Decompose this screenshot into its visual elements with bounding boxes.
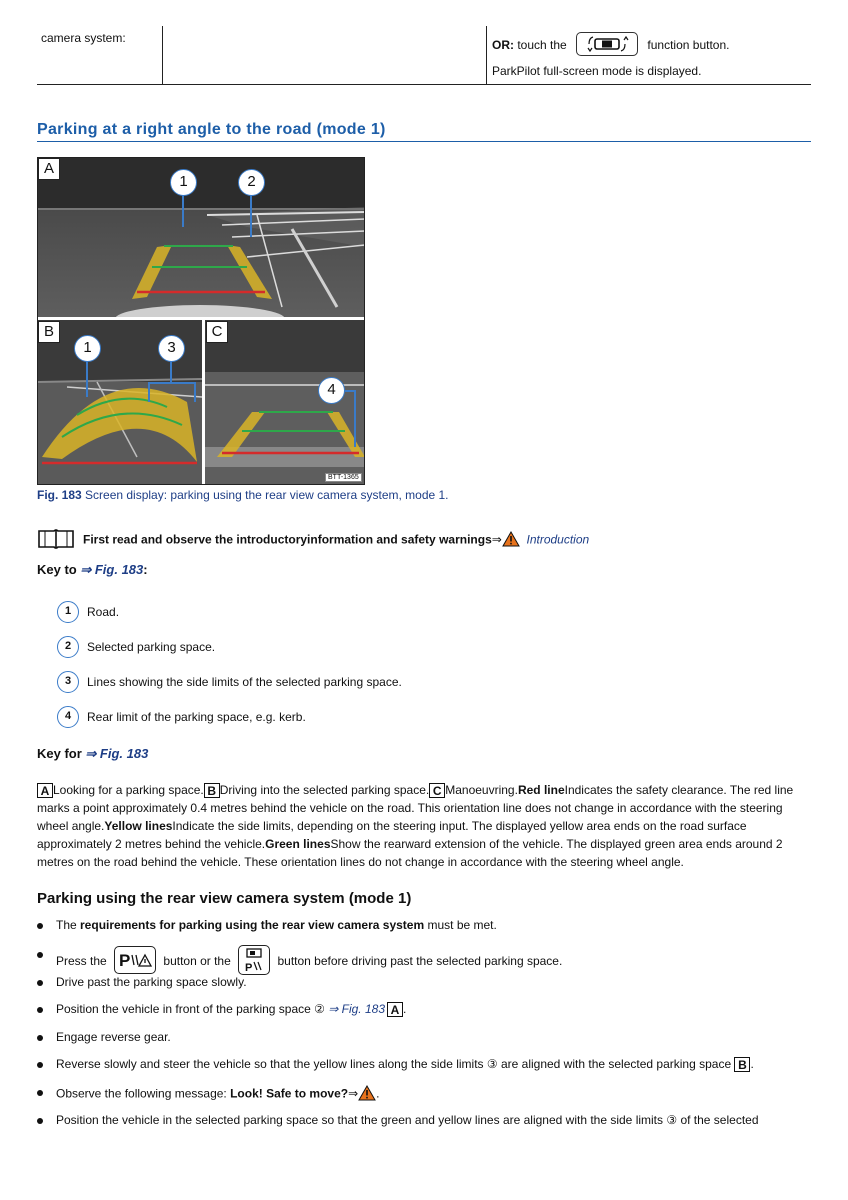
callout-2: 2 bbox=[238, 169, 265, 196]
parkpilot-car-icon bbox=[577, 33, 637, 55]
b4-ref[interactable]: ⇒ Fig. 183 bbox=[328, 1002, 385, 1016]
desc-b-text: Driving into the selected parking space. bbox=[219, 783, 430, 797]
key-to-colon: : bbox=[143, 562, 148, 577]
box-b: B bbox=[204, 783, 220, 798]
b4-post: . bbox=[403, 1002, 407, 1016]
b1-bold: requirements for parking using the rear view camera system bbox=[80, 918, 425, 932]
red-line-text: Indicates the safety clearance. The red line marks a point approximately 0.4 metres behind the vehicle on the road. This orientation line does not change in accordance with the steering wheel angle. bbox=[37, 783, 794, 833]
bullet-dot bbox=[37, 1090, 43, 1096]
bullet-dot bbox=[37, 1035, 43, 1041]
key-circle-4: 4 bbox=[57, 706, 79, 728]
function-button-text: function button. bbox=[647, 38, 730, 53]
b5-text: Engage reverse gear. bbox=[56, 1030, 171, 1044]
callout-4: 4 bbox=[318, 377, 345, 404]
b2-pre: Press the bbox=[56, 954, 107, 969]
top-table bbox=[37, 26, 811, 85]
callout-3: 3 bbox=[158, 335, 185, 362]
table-divider bbox=[162, 26, 163, 84]
callout-1: 1 bbox=[170, 169, 197, 196]
b2-post: button before driving past the selected parking space. bbox=[277, 954, 563, 969]
warning-icon bbox=[358, 1085, 376, 1104]
green-lines-label: Green lines bbox=[265, 837, 331, 851]
key-for-label: Key for bbox=[37, 746, 82, 761]
caption-text: Screen display: parking using the rear view camera system, mode 1. bbox=[81, 488, 449, 502]
or-label: OR: bbox=[492, 38, 514, 53]
key-for-ref[interactable]: ⇒ Fig. 183 bbox=[85, 746, 149, 761]
warning-icon bbox=[502, 531, 520, 550]
note-text: First read and observe the introductoryinformation and safety warnings bbox=[83, 532, 492, 547]
table-divider bbox=[486, 26, 487, 84]
touch-text: touch the bbox=[517, 38, 567, 53]
b3-text: Drive past the parking space slowly. bbox=[56, 975, 247, 989]
subsection-heading: Parking using the rear view camera system (mode 1) bbox=[37, 890, 412, 907]
key-item-4: Rear limit of the parking space, e.g. kerb. bbox=[87, 710, 306, 724]
key-item-1: Road. bbox=[87, 605, 120, 619]
bullet-dot bbox=[37, 923, 43, 929]
description-paragraph bbox=[37, 781, 813, 871]
yellow-lines-text: Indicate the side limits, depending on the steering input. The displayed yellow area ends on the road surface approximately 2 metres behind the vehicle. bbox=[37, 819, 747, 851]
b6-pre: Reverse slowly and steer the vehicle so that the yellow lines along the side limits ③ are aligned with the selected parking space bbox=[56, 1057, 732, 1071]
rear-camera-illustration bbox=[37, 157, 365, 485]
panel-label-c: C bbox=[206, 321, 228, 343]
b4-box: A bbox=[387, 1002, 403, 1017]
b1-post: must be met. bbox=[424, 918, 497, 932]
parkpilot-function-button[interactable] bbox=[576, 32, 638, 56]
note-arrow: ⇒ bbox=[491, 532, 502, 547]
b8-text: Position the vehicle in the selected parking space so that the green and yellow lines are aligned with the side limits ③ of the selected bbox=[56, 1113, 759, 1127]
box-c: C bbox=[429, 783, 445, 798]
callout-1-panel-b: 1 bbox=[74, 335, 101, 362]
b7-pre: Observe the following message: bbox=[56, 1086, 231, 1101]
parkpilot-p-icon bbox=[115, 947, 155, 973]
figure-183 bbox=[37, 157, 365, 485]
safety-note bbox=[83, 531, 589, 550]
key-circle-1: 1 bbox=[57, 601, 79, 623]
panel-label-b: B bbox=[38, 321, 60, 343]
b4-pre: Position the vehicle in front of the parking space ② bbox=[56, 1002, 329, 1016]
b2-mid: button or the bbox=[163, 954, 231, 969]
bullet-dot bbox=[37, 980, 43, 986]
bullet-dot bbox=[37, 1062, 43, 1068]
caption-number: Fig. 183 bbox=[37, 488, 82, 502]
yellow-lines-label: Yellow lines bbox=[104, 819, 173, 833]
rear-camera-icon bbox=[239, 946, 269, 974]
b7-arrow: ⇒ bbox=[348, 1086, 359, 1101]
key-item-2: Selected parking space. bbox=[87, 640, 216, 654]
b1-pre: The bbox=[56, 918, 81, 932]
b6-post: . bbox=[750, 1057, 754, 1071]
camera-button[interactable] bbox=[238, 945, 270, 975]
bullet-dot bbox=[37, 1007, 43, 1013]
desc-c-text: Manoeuvring. bbox=[445, 783, 518, 797]
bullet-dot bbox=[37, 952, 43, 958]
introduction-link[interactable]: Introduction bbox=[526, 532, 590, 547]
b6-box: B bbox=[734, 1057, 750, 1072]
parkpilot-button[interactable] bbox=[114, 946, 156, 974]
box-a: A bbox=[37, 783, 53, 798]
section-heading: Parking at a right angle to the road (mode 1) bbox=[37, 121, 811, 142]
key-to-heading bbox=[37, 562, 148, 578]
figure-caption bbox=[37, 488, 449, 502]
svg-text:P: P bbox=[119, 951, 131, 970]
red-line-label: Red line bbox=[517, 783, 565, 797]
figure-code: BTT-1365 bbox=[325, 473, 362, 482]
b7-post: . bbox=[376, 1086, 380, 1101]
bullet-dot bbox=[37, 1118, 43, 1124]
table-cell-condition: camera system: bbox=[41, 31, 126, 45]
desc-a-text: Looking for a parking space. bbox=[53, 783, 204, 797]
green-lines-text: Show the rearward extension of the vehicle. The displayed green area ends around 2 metres on the road behind the vehicle. These orientation lines do not change in accordance with the steering wheel angle. bbox=[37, 837, 783, 869]
svg-text:P: P bbox=[245, 962, 253, 974]
key-circle-3: 3 bbox=[57, 671, 79, 693]
key-for-heading bbox=[37, 746, 148, 762]
table-cell-action bbox=[492, 34, 729, 58]
panel-label-a: A bbox=[38, 158, 60, 180]
key-circle-2: 2 bbox=[57, 636, 79, 658]
b7-bold: Look! Safe to move? bbox=[230, 1086, 349, 1101]
table-cell-result: ParkPilot full-screen mode is displayed. bbox=[492, 64, 702, 78]
key-to-label: Key to bbox=[37, 562, 77, 577]
key-item-3: Lines showing the side limits of the selected parking space. bbox=[87, 675, 402, 689]
book-icon bbox=[37, 527, 75, 552]
key-to-ref[interactable]: ⇒ Fig. 183 bbox=[80, 562, 144, 577]
